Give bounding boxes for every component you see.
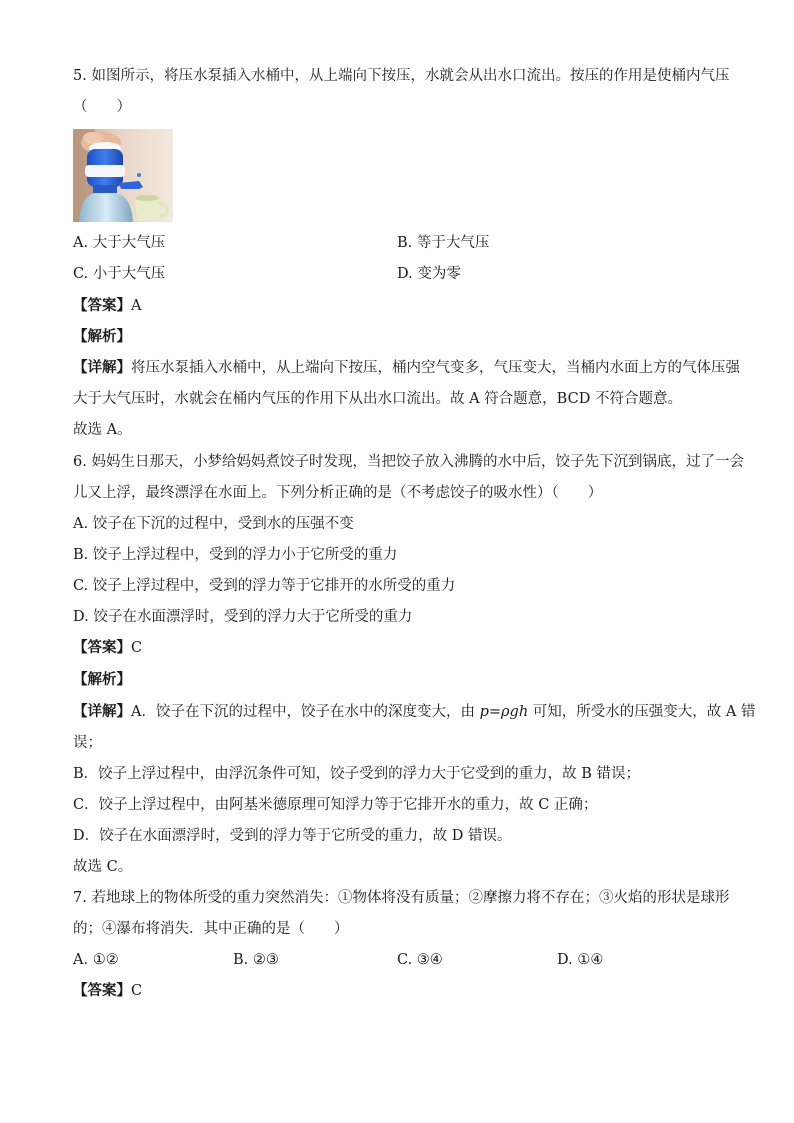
analysis-tag: 【解析】: [73, 328, 131, 345]
q5-analysis-heading: [73, 327, 131, 347]
detail-text-cont: 可知，所受水的压强变大，故 A 错: [528, 704, 756, 720]
q6-conclusion: 故选 C。: [73, 859, 133, 875]
q5-detail-line2: 大于大气压时，水就会在桶内气压的作用下从出水口流出。故 A 符合题意，BCD 不符合题意。: [73, 391, 682, 407]
q6-option-a: A. 饺子在下沉的过程中，受到水的压强不变: [73, 516, 354, 532]
q5-option-c: C. 小于大气压: [73, 266, 166, 282]
q5-conclusion: 故选 A。: [73, 422, 132, 438]
answer-tag: 【答案】: [73, 297, 131, 314]
q6-detail-c: C．饺子上浮过程中，由阿基米德原理可知浮力等于它排开水的重力，故 C 正确；: [73, 797, 598, 813]
pressure-formula: p=ρgh: [479, 704, 529, 720]
q7-option-a: A. ①②: [73, 952, 119, 968]
detail-tag: 【详解】: [73, 703, 131, 720]
q6-option-c: C. 饺子上浮过程中，受到的浮力等于它排开的水所受的重力: [73, 578, 456, 594]
q7-stem-line2: 的；④瀑布将消失．其中正确的是（ ）: [73, 921, 349, 937]
q5-stem-line1: 5. 如图所示，将压水泵插入水桶中，从上端向下按压，水就会从出水口流出。按压的作用是使桶内气压: [73, 68, 730, 84]
q6-detail-a-line1: [73, 702, 755, 722]
q5-detail-line1: [73, 358, 740, 378]
q5-option-a: A. 大于大气压: [73, 235, 166, 251]
q7-option-b: B. ②③: [233, 952, 279, 968]
q6-detail-a-line2: 误；: [73, 735, 102, 751]
q7-option-c: C. ③④: [397, 952, 443, 968]
answer-value: A: [131, 298, 142, 314]
q6-option-b: B. 饺子上浮过程中，受到的浮力小于它所受的重力: [73, 547, 398, 563]
q5-option-d: D. 变为零: [397, 266, 461, 282]
answer-value: C: [131, 640, 143, 656]
q6-stem-line2: 儿又上浮，最终漂浮在水面上。下列分析正确的是（不考虑饺子的吸水性）（ ）: [73, 485, 603, 501]
q6-stem-line1: 6. 妈妈生日那天，小梦给妈妈煮饺子时发现，当把饺子放入沸腾的水中后，饺子先下沉到锅底，过了一会: [73, 454, 744, 470]
q6-answer: [73, 638, 142, 658]
detail-tag: 【详解】: [73, 359, 131, 376]
q6-detail-b: B．饺子上浮过程中，由浮沉条件可知，饺子受到的浮力大于它受到的重力，故 B 错误；: [73, 766, 641, 782]
answer-value: C: [131, 983, 143, 999]
q5-answer: [73, 296, 141, 316]
q6-option-d: D. 饺子在水面漂浮时，受到的浮力大于它所受的重力: [73, 609, 413, 625]
detail-text: A．饺子在下沉的过程中，饺子在水中的深度变大，由: [131, 704, 480, 720]
analysis-tag: 【解析】: [73, 671, 131, 688]
detail-text: 将压水泵插入水桶中，从上端向下按压，桶内空气变多，气压变大，当桶内水面上方的气体压强: [131, 360, 740, 376]
q7-stem-line1: 7. 若地球上的物体所受的重力突然消失：①物体将没有质量；②摩擦力将不存在；③火焰的形状是球形: [73, 890, 730, 906]
answer-tag: 【答案】: [73, 639, 131, 656]
q5-stem-line2: （ ）: [73, 99, 131, 115]
q6-analysis-heading: [73, 670, 131, 690]
water-pump-photo: [73, 129, 173, 222]
q7-option-d: D. ①④: [557, 952, 604, 968]
q5-option-b: B. 等于大气压: [397, 235, 490, 251]
answer-tag: 【答案】: [73, 982, 131, 999]
q7-answer: [73, 981, 142, 1001]
q6-detail-d: D．饺子在水面漂浮时，受到的浮力等于它所受的重力，故 D 错误。: [73, 828, 512, 844]
